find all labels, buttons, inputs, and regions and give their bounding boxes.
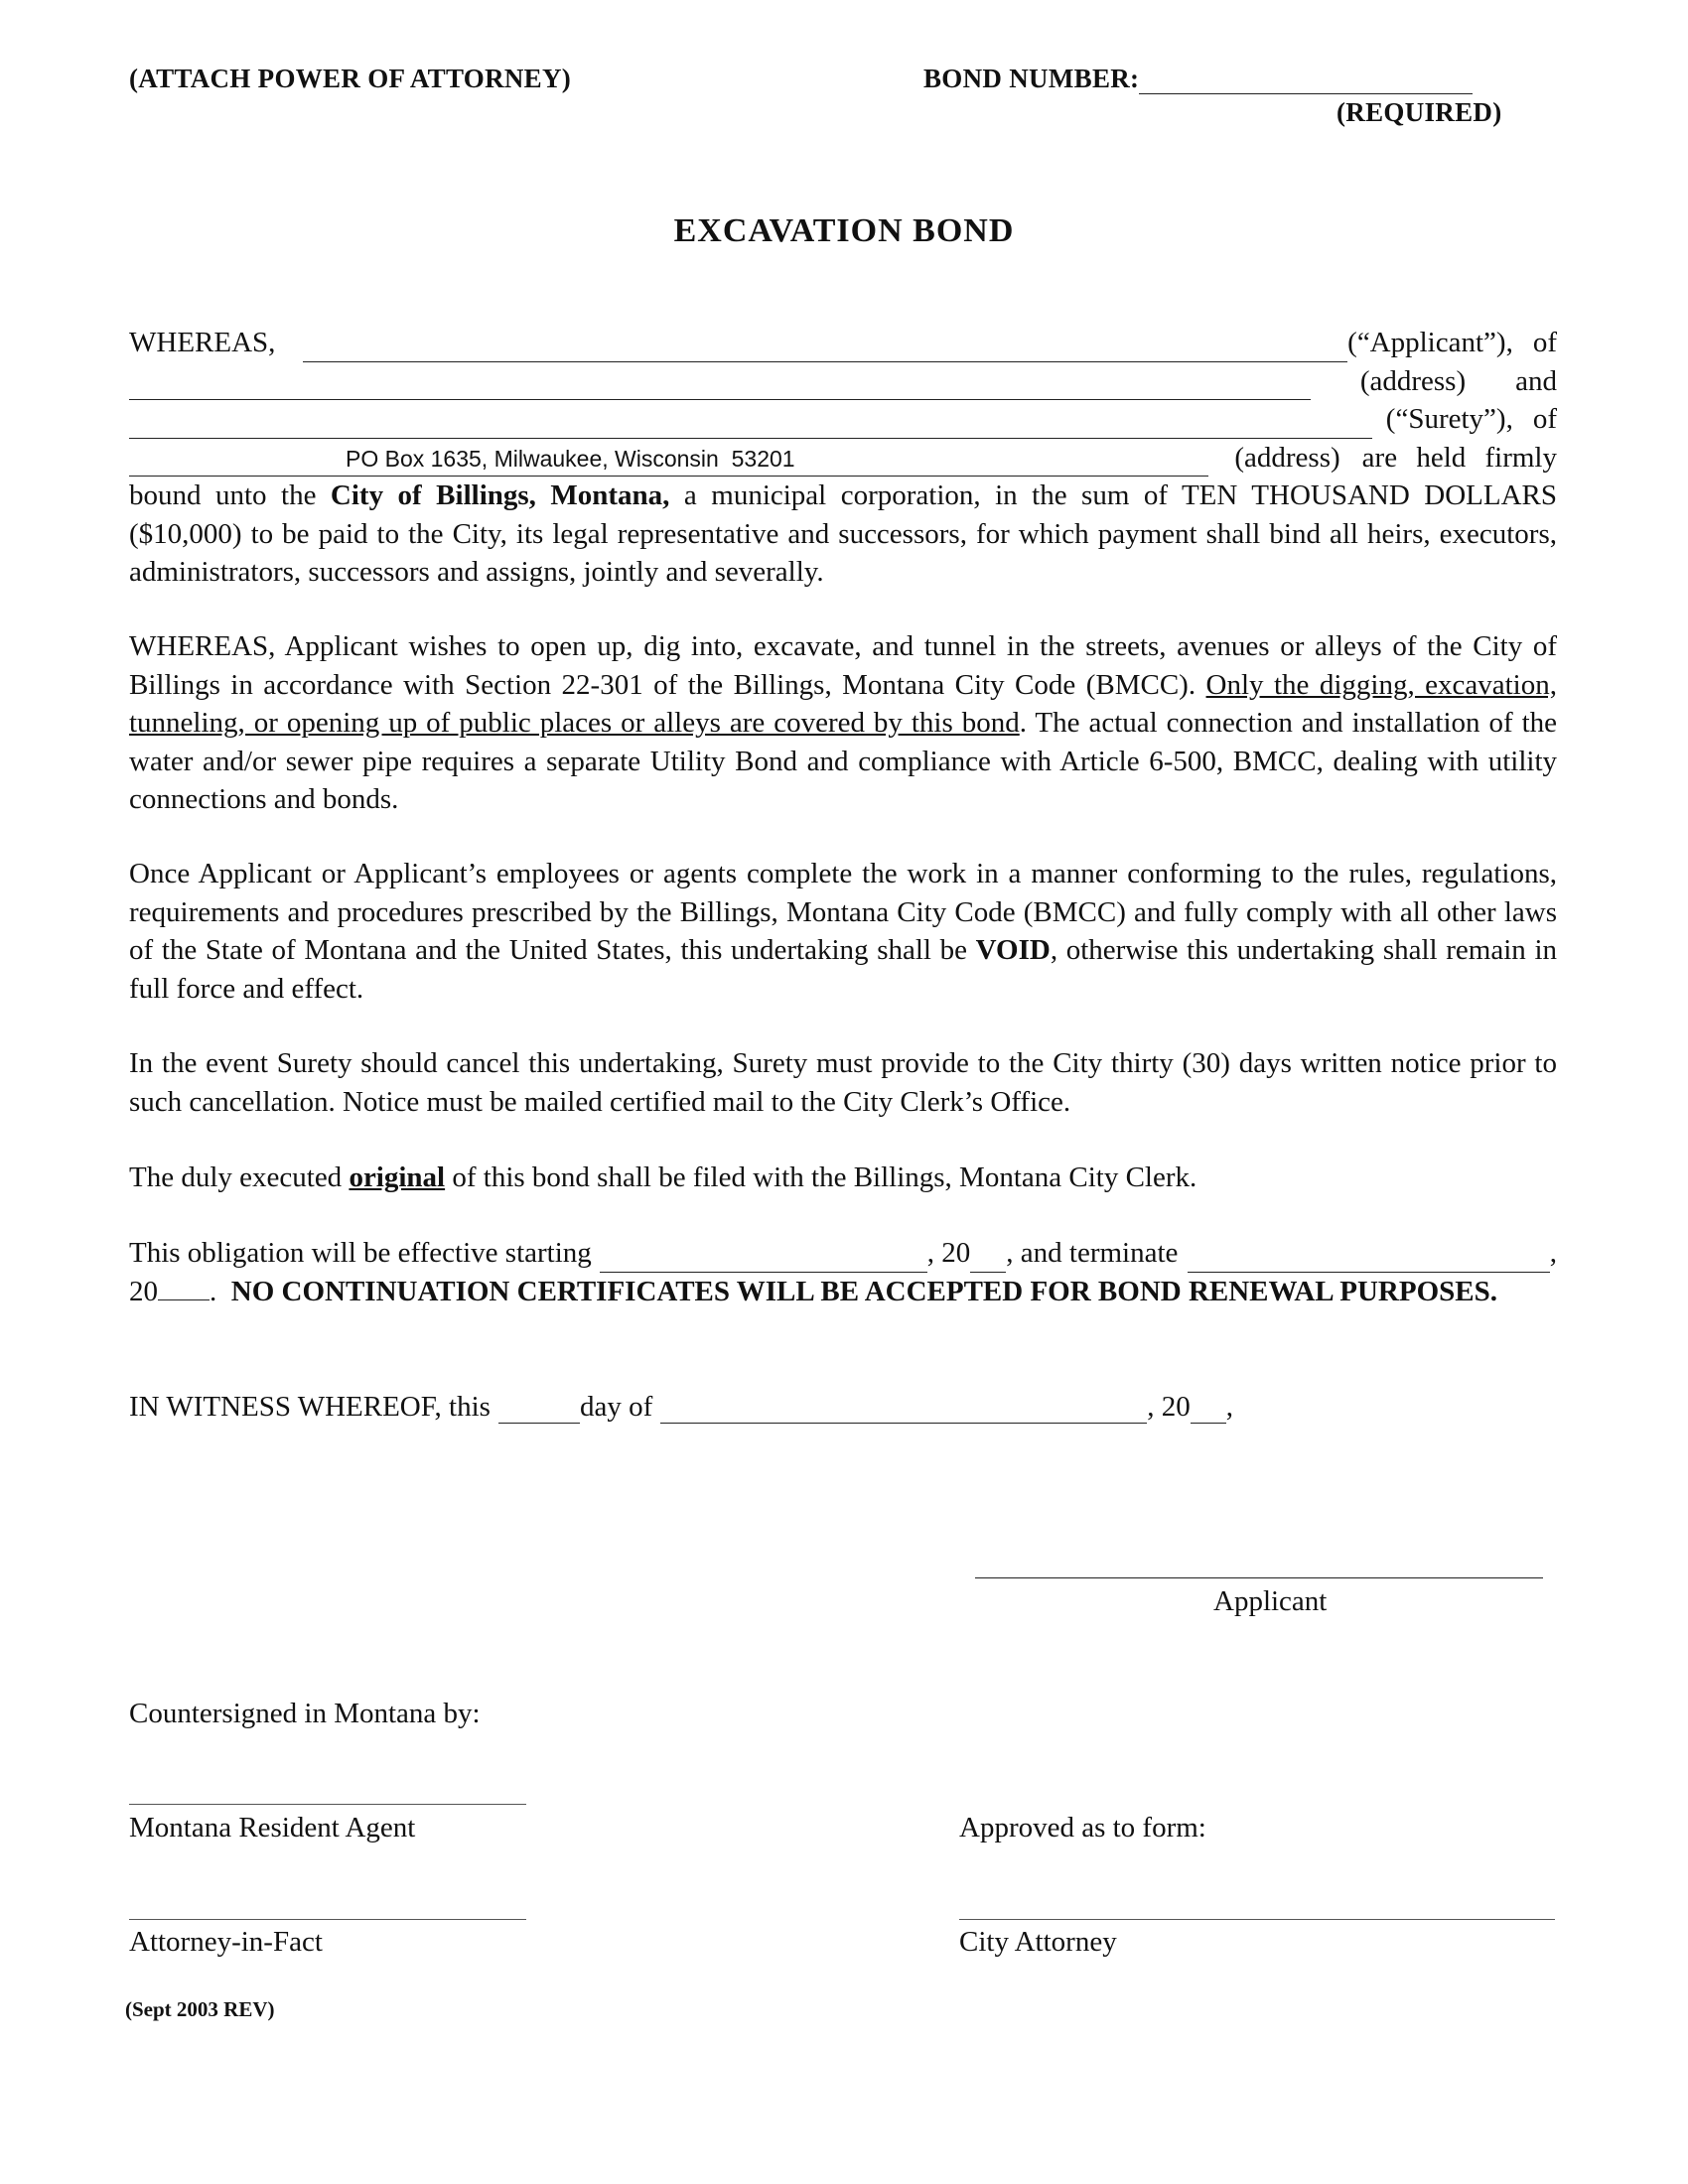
applicant-signature-label: Applicant [1213,1585,1328,1617]
void-paragraph [129,855,1557,1008]
held-firmly-label: are held firmly [1361,441,1557,474]
applicant-name-field[interactable] [303,336,1347,362]
effective-row [129,1234,1557,1273]
terminate-label: , and terminate [1006,1237,1179,1269]
original-word: original [349,1161,446,1193]
surety-address-value: PO Box 1635, Milwaukee, Wisconsin 53201 [346,445,795,472]
witness-day-field[interactable] [498,1401,580,1424]
end-year-field[interactable] [158,1278,210,1300]
address-label: (address) [1359,364,1467,397]
applicant-tag: (“Applicant”), [1347,327,1513,358]
surety-address-row [129,439,1557,478]
scope-post: . The actual connection and installation of the water and/or sewer pipe requires a separate Utility Bond and compliance with Article 6-500, BMCC, dealing with utility connections and bonds. [129,707,1557,815]
no-continuation-notice: NO CONTINUATION CERTIFICATES WILL BE ACCEPTED FOR BOND RENEWAL PURPOSES. [230,1275,1497,1307]
witness-year-field[interactable] [1191,1401,1226,1424]
resident-agent-signature-line[interactable] [129,1804,526,1805]
scope-pre: WHEREAS, Applicant wishes to open up, dig into, excavate, and tunnel in the streets, avenues or alleys of the City of Billings in accordance with Section 22-301 of the Billings, Montana City Code (BMCC). [129,630,1557,701]
end-year-prefix: 20 [129,1275,158,1307]
void-pre: Once Applicant or Applicant’s employees or agents complete the work in a manner conforming to the rules, regulations, requirements and procedures prescribed by the Billings, Montana City Code (BMCC) and fully comply with all other laws of the State of Montana and the United States, this undertaking shall be [129,858,1557,966]
city-name: City of Billings, Montana, [330,479,670,511]
resident-agent-label: Montana Resident Agent [129,1812,416,1843]
witness-month-field[interactable] [660,1401,1147,1424]
witness-row [129,1386,1233,1424]
bound-pre: bound unto the [129,479,331,511]
start-year-field[interactable] [970,1250,1006,1273]
bond-number-field[interactable] [1139,68,1473,94]
surety-address-field[interactable] [129,445,1208,477]
witness-comma: , [1225,1391,1233,1423]
cancellation-paragraph: In the event Surety should cancel this undertaking, Surety must provide to the City thirty (30) days written notice prior to such cancellation. Notice must be mailed certified mail to the City Clerk’s Office. [129,1047,1557,1118]
effective-paragraph [129,1234,1557,1310]
surety-tag: (“Surety”), [1385,403,1513,435]
start-year-prefix: , 20 [926,1237,971,1269]
day-of-label: day of [579,1391,653,1423]
end-date-field[interactable] [1188,1250,1549,1273]
attorney-in-fact-label: Attorney-in-Fact [129,1926,323,1958]
filing-post: of this bond shall be filed with the Billings, Montana City Clerk. [445,1161,1197,1193]
party-block [129,324,1557,592]
city-attorney-label: City Attorney [959,1926,1117,1958]
applicant-row [129,324,1557,362]
scope-paragraph [129,627,1557,819]
approved-as-to-form-label: Approved as to form: [959,1812,1206,1843]
void-post: , otherwise this undertaking shall remain in full force and effect. [129,934,1557,1005]
filing-pre: The duly executed [129,1161,350,1193]
attorney-in-fact-signature-line[interactable] [129,1919,526,1920]
applicant-address-field[interactable] [129,373,1311,400]
void-word: VOID [975,934,1051,966]
surety-name-field[interactable] [129,412,1372,439]
required-note: (REQUIRED) [1336,97,1502,127]
effective-label: This obligation will be effective starting [129,1237,592,1269]
address-label-2: (address) [1234,441,1340,474]
applicant-signature-line[interactable] [975,1577,1543,1578]
surety-row [129,400,1557,439]
witness-label: IN WITNESS WHEREOF, this [129,1391,491,1423]
city-attorney-signature-line[interactable] [959,1919,1555,1920]
renewal-notice [129,1273,1557,1311]
page-title: EXCAVATION BOND [673,212,1015,249]
scope-underlined: Only the digging, excavation, tunneling, or opening up of public places or alleys are covered by this bond [129,668,1557,739]
revision-note: (Sept 2003 REV) [125,1997,275,2021]
bond-number-row [923,64,1473,94]
attach-power-of-attorney: (ATTACH POWER OF ATTORNEY) [129,64,572,93]
witness-year-prefix: , 20 [1147,1391,1191,1423]
end-period: . [210,1275,217,1307]
terminate-comma: , [1549,1237,1557,1269]
applicant-address-row [129,362,1557,401]
of-label: of [1532,327,1557,358]
filing-paragraph [129,1159,1557,1197]
bound-unto-text [129,477,1557,592]
whereas-label: WHEREAS, [129,327,276,358]
and-label: and [1515,364,1557,397]
start-date-field[interactable] [600,1250,927,1273]
countersigned-label: Countersigned in Montana by: [129,1698,481,1729]
of-label-2: of [1532,403,1557,435]
bound-post: a municipal corporation, in the sum of TEN THOUSAND DOLLARS ($10,000) to be paid to the City, its legal representative and successors, for which payment shall bind all heirs, executors, administrators, successors and assigns, jointly and severally. [129,479,1557,588]
bond-number-label: BOND NUMBER: [923,64,1140,93]
